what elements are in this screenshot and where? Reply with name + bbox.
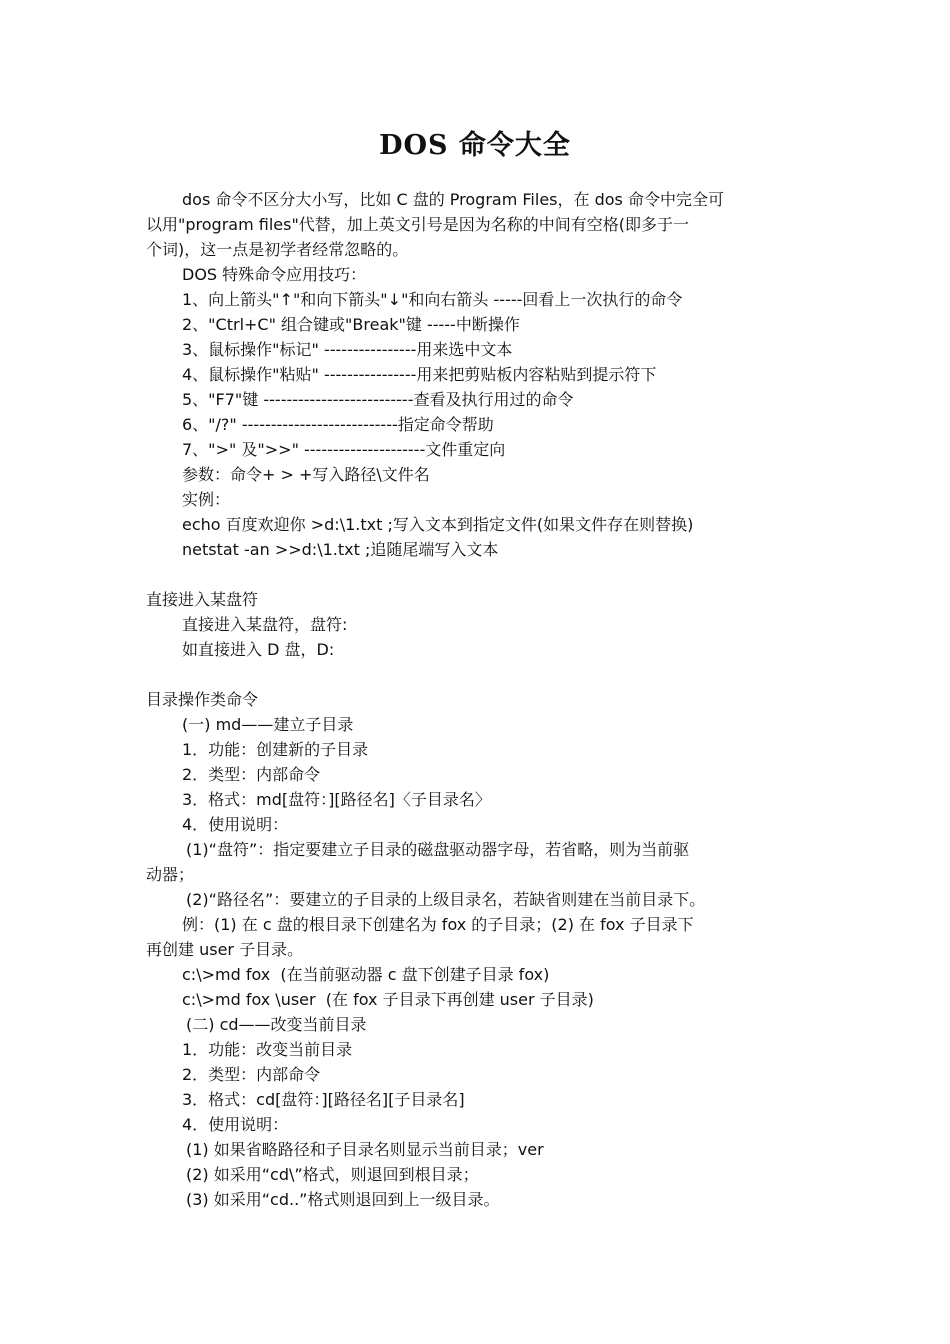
blank-line — [146, 662, 810, 687]
text-line: 1．功能：创建新的子目录 — [182, 740, 369, 759]
text-line: (1) 如果省略路径和子目录名则显示当前目录；ver — [186, 1140, 544, 1159]
text-line: dos 命令不区分大小写，比如 C 盘的 Program Files，在 dos 命令中完全可 — [182, 190, 724, 209]
text-line: netstat -an >>d:\1.txt ;追随尾端写入文本 — [182, 540, 499, 559]
text-line: 3．格式：cd[盘符：][路径名][子目录名] — [182, 1090, 465, 1109]
text-line: 直接进入某盘符 — [146, 590, 259, 609]
text-line: 目录操作类命令 — [146, 690, 259, 709]
text-line: c:\>md fox (在当前驱动器 c 盘下创建子目录 fox) — [182, 965, 550, 984]
text-line: 3．格式：md[盘符：][路径名]〈子目录名〉 — [182, 790, 491, 809]
text-line: 4．使用说明： — [182, 1115, 289, 1134]
text-line: (2)“路径名”：要建立的子目录的上级目录名，若缺省则建在当前目录下。 — [186, 890, 706, 909]
text-line: 3、鼠标操作"标记" ----------------用来选中文本 — [182, 340, 513, 359]
text-line: (3) 如采用“cd..”格式则退回到上一级目录。 — [186, 1190, 500, 1209]
text-line: 再创建 user 子目录。 — [146, 940, 304, 959]
text-line: (一) md——建立子目录 — [182, 715, 354, 734]
document-body — [146, 187, 810, 1212]
text-line: 以用"program files"代替，加上英文引号是因为名称的中间有空格(即多于一 — [146, 215, 690, 234]
text-line: 如直接进入 D 盘，D: — [182, 640, 335, 659]
text-line: 1．功能：改变当前目录 — [182, 1040, 353, 1059]
text-line: 参数：命令+ > +写入路径\文件名 — [182, 465, 430, 484]
text-line: (1)“盘符”：指定要建立子目录的磁盘驱动器字母，若省略，则为当前驱 — [186, 840, 690, 859]
text-line: c:\>md fox \user (在 fox 子目录下再创建 user 子目录) — [182, 990, 594, 1009]
text-line: 5、"F7"键 --------------------------查看及执行用过的命令 — [182, 390, 574, 409]
text-line: 1、向上箭头"↑"和向下箭头"↓"和向右箭头 -----回看上一次执行的命令 — [182, 290, 683, 309]
text-line: 2．类型：内部命令 — [182, 1065, 321, 1084]
text-line: 例：(1) 在 c 盘的根目录下创建名为 fox 的子目录；(2) 在 fox 子目录下 — [182, 915, 694, 934]
text-line: echo 百度欢迎你 >d:\1.txt ;写入文本到指定文件(如果文件存在则替换) — [182, 515, 694, 534]
text-line: 直接进入某盘符，盘符: — [182, 615, 348, 634]
text-line: 2．类型：内部命令 — [182, 765, 321, 784]
text-line: (二) cd——改变当前目录 — [186, 1015, 367, 1034]
text-line: 2、"Ctrl+C" 组合键或"Break"键 -----中断操作 — [182, 315, 520, 334]
text-line: 动器； — [146, 865, 195, 884]
document-title: DOS 命令大全 — [379, 130, 571, 161]
text-line: DOS 特殊命令应用技巧： — [182, 265, 367, 284]
text-line: 4、鼠标操作"粘贴" ----------------用来把剪贴板内容粘贴到提示符下 — [182, 365, 657, 384]
text-line: 6、"/?" ---------------------------指定命令帮助 — [182, 415, 494, 434]
text-line: 实例： — [182, 490, 231, 509]
text-line: 个词)，这一点是初学者经常忽略的。 — [146, 240, 409, 259]
blank-line — [146, 562, 810, 587]
text-line: 4．使用说明： — [182, 815, 289, 834]
text-line: 7、">" 及">>" ---------------------文件重定向 — [182, 440, 506, 459]
text-line: (2) 如采用“cd\”格式，则退回到根目录； — [186, 1165, 479, 1184]
